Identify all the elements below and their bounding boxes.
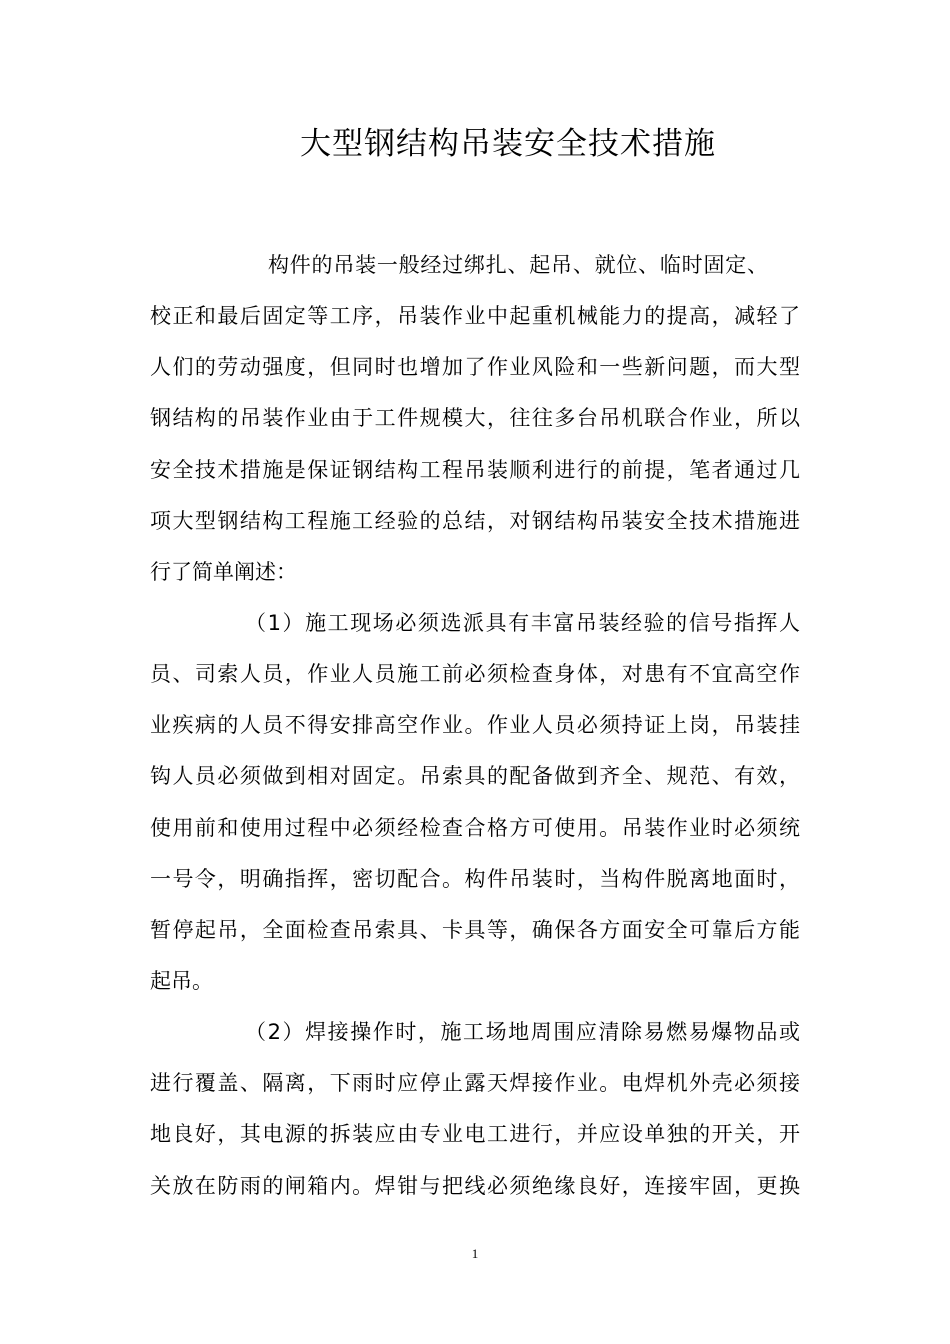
paragraph-2-line-4: 钩人员必须做到相对固定。吊索具的配备做到齐全、规范、有效， — [150, 764, 800, 788]
paragraph-3-line-2: 进行覆盖、隔离，下雨时应停止露天焊接作业。电焊机外壳必须接 — [150, 1071, 800, 1095]
document-title: 大型钢结构吊装安全技术措施 — [300, 126, 716, 162]
paragraph-2-line-7: 暂停起吊，全面检查吊索具、卡具等，确保各方面安全可靠后方能 — [150, 918, 800, 942]
paragraph-2-line-6: 一号令，明确指挥，密切配合。构件吊装时，当构件脱离地面时， — [150, 867, 800, 891]
paragraph-3-line-3: 地良好，其电源的拆装应由专业电工进行，并应设单独的开关，开 — [150, 1122, 800, 1146]
paragraph-3-line-4: 关放在防雨的闸箱内。焊钳与把线必须绝缘良好，连接牢固，更换 — [150, 1174, 800, 1198]
paragraph-2-line-1: （1）施工现场必须选派具有丰富吊装经验的信号指挥人 — [245, 611, 800, 635]
paragraph-2-line-2: 员、司索人员，作业人员施工前必须检查身体，对患有不宜高空作 — [150, 662, 800, 686]
paragraph-2-line-3: 业疾病的人员不得安排高空作业。作业人员必须持证上岗，吊装挂 — [150, 713, 800, 737]
page-number: 1 — [471, 1246, 479, 1261]
paragraph-3-line-1: （2）焊接操作时，施工场地周围应清除易燃易爆物品或 — [245, 1020, 800, 1044]
paragraph-1-line-3: 人们的劳动强度，但同时也增加了作业风险和一些新问题，而大型 — [150, 355, 800, 379]
paragraph-1-line-5: 安全技术措施是保证钢结构工程吊装顺利进行的前提，笔者通过几 — [150, 458, 800, 482]
paragraph-1-line-7: 行了简单阐述： — [150, 560, 297, 584]
paragraph-1-line-4: 钢结构的吊装作业由于工件规模大，往往多台吊机联合作业，所以 — [150, 406, 800, 430]
paragraph-1-line-6: 项大型钢结构工程施工经验的总结，对钢结构吊装安全技术措施进 — [150, 509, 800, 533]
paragraph-2-line-8: 起吊。 — [150, 969, 213, 993]
paragraph-2-line-5: 使用前和使用过程中必须经检查合格方可使用。吊装作业时必须统 — [150, 816, 800, 840]
paragraph-1-line-1: 构件的吊装一般经过绑扎、起吊、就位、临时固定、 — [268, 253, 768, 277]
paragraph-1-line-2: 校正和最后固定等工序，吊装作业中起重机械能力的提高，减轻了 — [150, 304, 800, 328]
